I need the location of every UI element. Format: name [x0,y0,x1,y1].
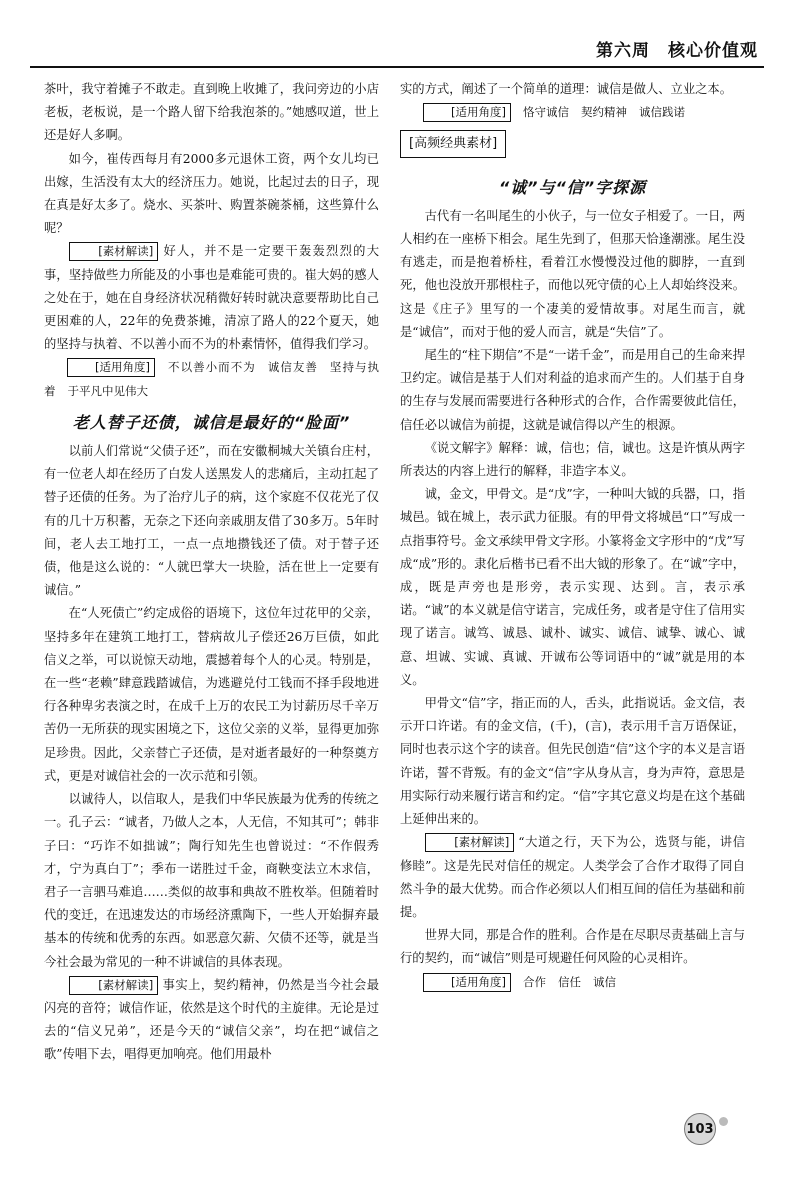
angle-tag: [ 适用角度 ] [67,358,155,377]
paragraph: 如今，崔传西每月有2000多元退休工资，两个女儿均已出嫁，生活没有太大的经济压力。她说，比起过去的日子，现在真是好太多了。烧水、买茶叶、购置茶碗茶桶，这些算什么呢？ [44,151,379,236]
material-interpretation [400,831,745,924]
paragraph: 世界大同，那是合作的胜利。合作是在尽职尽责基础上言与行的契约，而“诚信”则是可规避任何风险的心灵相许。 [400,928,745,966]
angle-term: 诚信友善 [267,360,318,375]
material-interpretation [44,974,379,1067]
section-box-label: [ 高频经典素材 ] [400,130,506,157]
interpretation-text: “大道之行，天下为公，选贤与能，讲信修睦”。这是先民对信任的规定。人类学会了合作才取得了同自然斗争的最大优势。而合作必须以人们相互间的信任为基础和前提。 [400,835,745,919]
page-number-badge: 103 [684,1113,716,1145]
right-column [400,78,745,994]
decorative-dot-icon [719,1117,728,1126]
angle-term: 不以善小而不为 [167,360,256,375]
applicable-angles [400,971,745,994]
interpretation-text: 事实上，契约精神，仍然是当今社会最闪亮的音符；诚信作证，依然是这个时代的主旋律。无论是过去的“信义兄弟”，还是今天的“诚信父亲”，均在把“诚信之歌”传唱下去，唱得更加响亮。他们用最朴 [44,977,379,1062]
angle-term: 诚信 [593,974,616,989]
angle-tag: [ 适用角度 ] [423,973,511,992]
header-rule [30,66,764,68]
interpretation-tag: [ 素材解读 ] [69,242,159,261]
angle-term: 契约精神 [581,105,627,120]
page-header-title: 第六周 核心价值观 [596,41,758,61]
section-title: “诚”与“信”字探源 [498,177,647,197]
paragraph: 以诚待人，以信取人，是我们中华民族最为优秀的传统之一。孔子云：“诚者，乃做人之本，人无信，不知其可”；韩非子曰：“巧诈不如拙诚”；陶行知先生也曾说过：“不作假秀才，宁为真白丁”；季布一诺胜过千金，商鞅变法立木求信，君子一言驷马难追……类似的故事和典故不胜枚举。但随着时代的变迁，在迅速发达的市场经济熏陶下，一些人开始摒弃最基本的传统和优秀的东西。如恶意欠薪、欠债不还等，就是当今社会最为常见的一种不讲诚信的具体表现。 [44,792,379,969]
material-interpretation [44,240,379,356]
applicable-angles [44,356,379,402]
paragraph: 茶叶，我守着摊子不敢走。直到晚上收摊了，我问旁边的小店老板，老板说，是一个路人留下给我泡茶的。”她感叹道，世上还是好人多啊。 [44,82,379,143]
interpretation-text: 好人，并不是一定要干轰轰烈烈的大事，坚持做些力所能及的小事也是难能可贵的。崔大妈的感人之处在于，她在自身经济状况稍微好转时就决意要帮助比自己更困难的人，22年的免费茶摊，清凉了路人的22个夏天，她的坚持与执着、不以善小而不为的朴素情怀，值得我们学习。 [44,244,379,352]
interpretation-tag: [ 素材解读 ] [425,833,515,852]
paragraph: 尾生的“柱下期信”不是“一诺千金”，而是用自己的生命来捍卫约定。诚信是基于人们对利益的追求而产生的。人们基于自身的生存与发展而需要进行各种形式的合作，合作需要彼此信任，信任必以诚信为前提，这就是诚信得以产生的根源。 [400,348,745,432]
section-title: 老人替子还债，诚信是最好的“脸面” [72,412,351,432]
paragraph: 《说文解字》解释：诚，信也；信，诚也。这是许慎从两字所表达的内容上进行的解释，非造字本义。 [400,440,745,479]
left-column [44,78,379,1067]
paragraph: 甲骨文“信”字，指正而的人，舌头，此指说话。金文信，表示开口许诺。有的金文信，(千)，(言)，表示用千言万语保证，同时也表示这个字的读音。但先民创造“信”这个字的本义是言语许诺，誓不背叛。有的金文“信”字从身从言，身为声符，意思是用实际行动来履行诺言和约定。“信”字其它意义均是在这个基础上延伸出来的。 [400,696,745,827]
angle-term: 坚持与执着 [44,360,380,398]
paragraph: 在“人死债亡”约定成俗的语境下，这位年过花甲的父亲，坚持多年在建筑工地打工，替病故儿子偿还26万巨债，如此信义之举，可以说惊天动地，震撼着每个人的心灵。特别是，在一些“老赖”肆意践踏诚信，为逃避兑付工钱而不择手段地进行各种卑劣表演之时，在成千上万的农民工为讨薪历尽千辛万苦仍一无所获的现实困境之下，这位父亲的义举，显得更加弥足珍贵。因此，父亲替亡子还债，是对逝者最好的一种祭奠方式，更是对诚信社会的一次示范和引领。 [44,606,379,783]
paragraph: 古代有一名叫尾生的小伙子，与一位女子相爱了。一日，两人相约在一座桥下相会。尾生先到了，但那天恰逢潮涨。尾生没有逃走，而是抱着桥柱，看着江水慢慢没过他的脚脖，一直到死，他也没放开那根柱子，而他以死守债的心上人却始终没来。这是《庄子》里写的一个凄美的爱情故事。对尾生而言，就是“诚信”，而对于他的爱人而言，就是“失信”了。 [400,208,745,339]
angle-term: 合作 [523,974,546,989]
applicable-angles [400,101,745,124]
angle-term: 恪守诚信 [523,105,569,120]
interpretation-tag: [ 素材解读 ] [69,976,159,995]
paragraph: 以前人们常说“父债子还”，而在安徽桐城大关镇台庄村，有一位老人却在经历了白发人送黑发人的悲痛后，主动扛起了替子还债的任务。为了治疗儿子的病，这个家庭不仅花光了仅有的几十万积蓄，无奈之下还向亲戚朋友借了30多万。5年时间，老人去工地打工，一点一点地攒钱还了债。对于替子还债，他是这么说的：“人就巴掌大一块脸，活在世上一定要有诚信。” [44,444,379,598]
paragraph: 实的方式，阐述了一个简单的道理：诚信是做人、立业之本。 [400,82,733,96]
angle-term: 信任 [558,974,581,989]
angle-term: 诚信践诺 [639,105,685,120]
paragraph: 诚，金文，甲骨文。是“戊”字，一种叫大钺的兵器，口，指城邑。钺在城上，表示武力征服。有的甲骨文将城邑“口”写成一点指事符号。金文承续甲骨文字形。小篆将金文字形中的“戊”写成“成”形的。隶化后楷书已看不出大钺的形象了。在“诚”字中，成，既是声旁也是形旁，表示实现、达到。言，表示承诺。“诚”的本义就是信守诺言，完成任务，或者是守住了信用实现了诺言。诚笃、诚恳、诚朴、诚实、诚信、诚挚、诚心、诚意、坦诚、实诚、真诚、开诚布公等词语中的“诚”就是用的本义。 [400,487,745,687]
angle-term: 于平凡中见伟大 [67,383,148,398]
angle-tag: [ 适用角度 ] [423,103,511,122]
